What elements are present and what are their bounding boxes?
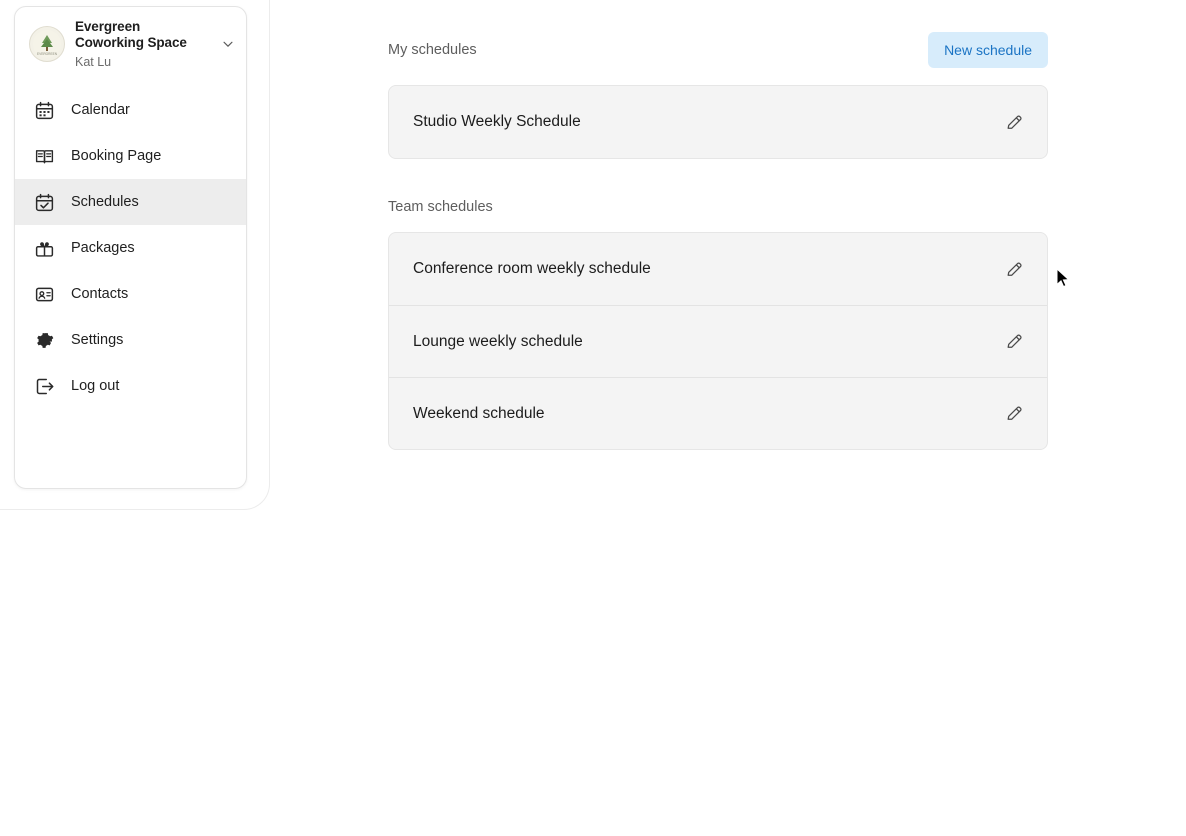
list-item[interactable] <box>389 233 1047 305</box>
team-schedules-list <box>388 232 1048 450</box>
sidebar-item-label: Log out <box>71 378 120 394</box>
list-item[interactable] <box>389 377 1047 449</box>
new-schedule-button[interactable]: New schedule <box>928 32 1048 68</box>
evergreen-tree-logo-icon <box>29 26 65 62</box>
gear-icon <box>33 329 55 351</box>
sidebar-item-contacts[interactable] <box>15 271 246 317</box>
pencil-icon[interactable] <box>1003 403 1025 425</box>
schedule-name: Weekend schedule <box>413 404 545 422</box>
gift-icon <box>33 237 55 259</box>
logout-icon <box>33 375 55 397</box>
my-schedules-title: My schedules <box>388 42 477 58</box>
sidebar-item-schedules[interactable] <box>15 179 246 225</box>
sidebar <box>14 6 247 489</box>
schedule-name: Conference room weekly schedule <box>413 260 651 277</box>
schedule-name: Lounge weekly schedule <box>413 332 583 350</box>
calendar-icon <box>33 99 55 121</box>
sidebar-item-booking-page[interactable] <box>15 133 246 179</box>
sidebar-item-log-out[interactable] <box>15 363 246 409</box>
list-item[interactable] <box>389 305 1047 377</box>
sidebar-container <box>0 0 270 510</box>
sidebar-item-settings[interactable] <box>15 317 246 363</box>
sidebar-item-label: Booking Page <box>71 148 162 164</box>
list-item[interactable] <box>389 86 1047 158</box>
pencil-icon[interactable] <box>1003 331 1025 353</box>
booking-page-icon <box>33 145 55 167</box>
team-schedules-title: Team schedules <box>388 199 493 215</box>
pencil-icon[interactable] <box>1003 111 1025 133</box>
contacts-card-icon <box>33 283 55 305</box>
chevron-down-icon[interactable] <box>220 37 236 51</box>
schedules-check-icon <box>33 191 55 213</box>
sidebar-item-label: Schedules <box>71 194 139 210</box>
sidebar-item-calendar[interactable] <box>15 87 246 133</box>
sidebar-item-packages[interactable] <box>15 225 246 271</box>
svg-text:EVERGREEN: EVERGREEN <box>36 52 58 56</box>
org-user-name: Kat Lu <box>75 55 112 69</box>
sidebar-item-label: Calendar <box>71 102 130 118</box>
org-name: Evergreen Coworking Space <box>75 19 187 50</box>
pencil-icon[interactable] <box>1003 258 1025 280</box>
sidebar-nav <box>15 81 246 419</box>
sidebar-item-label: Settings <box>71 332 124 348</box>
sidebar-item-label: Packages <box>71 240 135 256</box>
schedule-name: Studio Weekly Schedule <box>413 113 581 130</box>
org-switcher[interactable] <box>15 7 246 81</box>
mouse-pointer-icon <box>1056 268 1072 290</box>
my-schedules-list <box>388 85 1048 159</box>
sidebar-item-label: Contacts <box>71 286 129 302</box>
my-schedules-header <box>388 32 1048 68</box>
main-content <box>388 0 1048 450</box>
